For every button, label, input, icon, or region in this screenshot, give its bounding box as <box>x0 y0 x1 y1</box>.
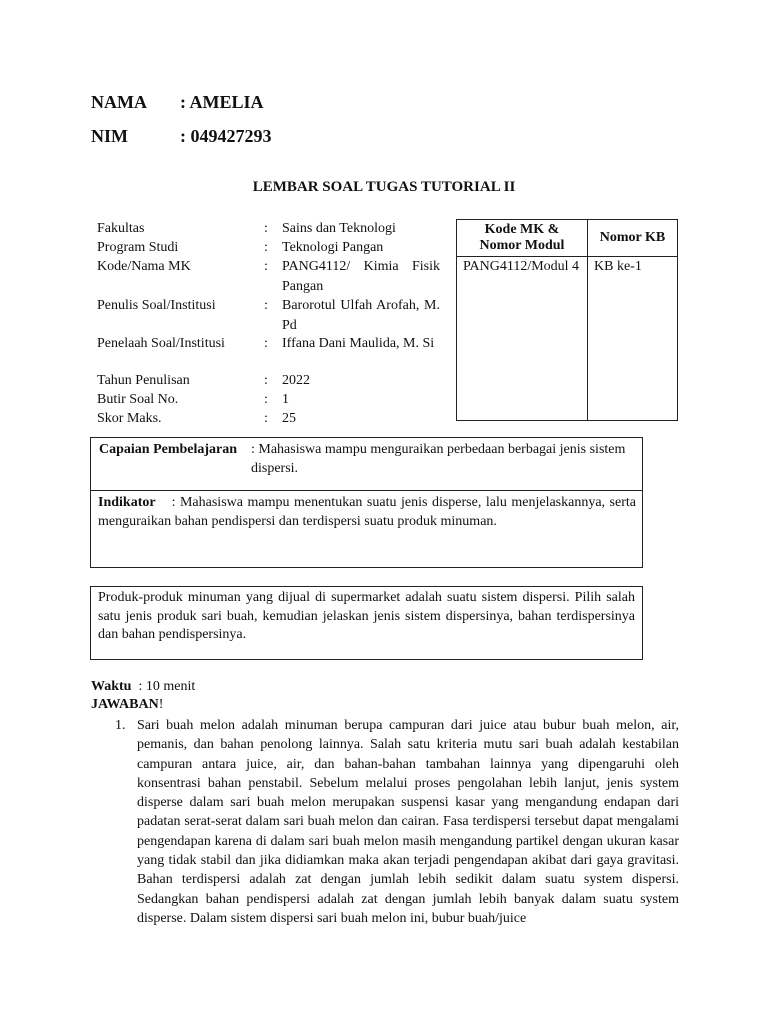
meta-colon: : <box>264 392 268 407</box>
question-text: Produk-produk minuman yang dijual di supermarket adalah suatu sistem dispersi. Pilih salah satu jenis produk sari buah, kemudian jelaskan jenis sistem dispersinya, bahan terdispersinya dan bahan pendispersinya. <box>98 590 635 642</box>
indikator-section <box>98 494 636 531</box>
meta-colon: : <box>264 240 268 255</box>
meta-value: 1 <box>282 392 289 407</box>
nomor-kb-cell: KB ke-1 <box>588 257 678 421</box>
meta-key: Kode/Nama MK <box>97 259 191 274</box>
nomor-kb-header: Nomor KB <box>588 220 678 257</box>
meta-key: Penelaah Soal/Institusi <box>97 336 225 351</box>
answer-number: 1. <box>115 718 126 733</box>
time-value: : 10 menit <box>138 679 196 694</box>
meta-value: Iffana Dani Maulida, M. Si <box>282 336 435 351</box>
meta-value: Teknologi Pangan <box>282 240 384 255</box>
kode-cell: PANG4112/Modul 4 <box>457 257 588 421</box>
meta-row <box>97 371 447 390</box>
capaian-section <box>91 438 642 491</box>
meta-value: 25 <box>282 411 296 426</box>
meta-colon: : <box>264 259 268 274</box>
meta-colon: : <box>264 373 268 388</box>
meta-key: Program Studi <box>97 240 179 255</box>
time-line <box>91 679 195 695</box>
name-label: NAMA <box>91 92 147 112</box>
meta-key: Tahun Penulisan <box>97 373 190 388</box>
meta-colon: : <box>264 221 268 236</box>
nim-label: NIM <box>91 126 128 146</box>
kode-table <box>456 219 678 421</box>
meta-row <box>97 238 447 257</box>
meta-colon: : <box>264 411 268 426</box>
kode-header: Kode MK & Nomor Modul <box>457 220 588 257</box>
meta-list <box>97 219 447 426</box>
capaian-indikator-box <box>90 437 643 568</box>
name-value: : AMELIA <box>180 92 264 112</box>
meta-key: Skor Maks. <box>97 411 162 426</box>
meta-row <box>97 219 447 238</box>
nim-value: : 049427293 <box>180 126 272 146</box>
meta-key: Penulis Soal/Institusi <box>97 298 216 313</box>
page-title: LEMBAR SOAL TUGAS TUTORIAL II <box>252 179 516 195</box>
meta-colon: : <box>264 298 268 313</box>
indikator-text: : Mahasiswa mampu menentukan suatu jenis disperse, lalu menjelaskannya, serta menguraikan bahan pendispersi dan terdispersi suatu produk minuman. <box>98 495 636 529</box>
answer-text: Sari buah melon adalah minuman berupa campuran dari juice atau bubur buah melon, air, pemanis, dan bahan penolong lainnya. Salah satu kriteria mutu sari buah adalah kestabilan campuran antara juice, air, dan bahan-bahan tambahan lainnya yang dipengaruhi oleh konsentrasi bahan penstabil. Sebelum melalui proses pengolahan lebih lanjut, jenis system disperse dalam sari buah melon merupakan suspensi kasar yang mengandung endapan dari padatan serat-serat dalam sari buah melon dan cairan. Fasa terdispersi tersebut dapat mengalami pengendapan karena di dalam sari buah melon masih mengandung partikel dengan ukuran kasar yang tidak stabil dan jika didiamkan maka akan terjadi pengendapan akibat dari gaya gravitasi. Bahan terdispersi adalah zat dengan jumlah lebih sedikit dalam suatu system dispersi. Sedangkan bahan pendispersi adalah zat dengan jumlah lebih banyak dalam suatu system disperse. Dalam sistem dispersi sari buah melon ini, bubur buah/juice <box>137 718 679 926</box>
question-box <box>90 586 643 660</box>
answer-heading <box>91 697 163 713</box>
meta-row <box>97 334 447 371</box>
meta-colon: : <box>264 336 268 351</box>
meta-key: Butir Soal No. <box>97 392 179 407</box>
answer-mark: ! <box>158 697 164 712</box>
meta-value: 2022 <box>282 373 310 388</box>
time-label: Waktu <box>91 679 132 694</box>
capaian-text: : Mahasiswa mampu menguraikan perbedaan berbagai jenis sistem dispersi. <box>251 442 626 476</box>
capaian-label: Capaian Pembelajaran <box>99 442 238 457</box>
answer-label: JAWABAN <box>91 697 159 712</box>
meta-row <box>97 409 447 428</box>
indikator-label: Indikator <box>98 495 156 510</box>
meta-value: PANG4112/ Kimia Fisik Pangan <box>282 259 440 294</box>
meta-value: Sains dan Teknologi <box>282 221 396 236</box>
meta-row <box>97 257 447 296</box>
meta-row <box>97 296 447 334</box>
meta-value: Barorotul Ulfah Arofah, M. Pd <box>282 298 440 333</box>
meta-key: Fakultas <box>97 221 145 236</box>
meta-row <box>97 390 447 409</box>
